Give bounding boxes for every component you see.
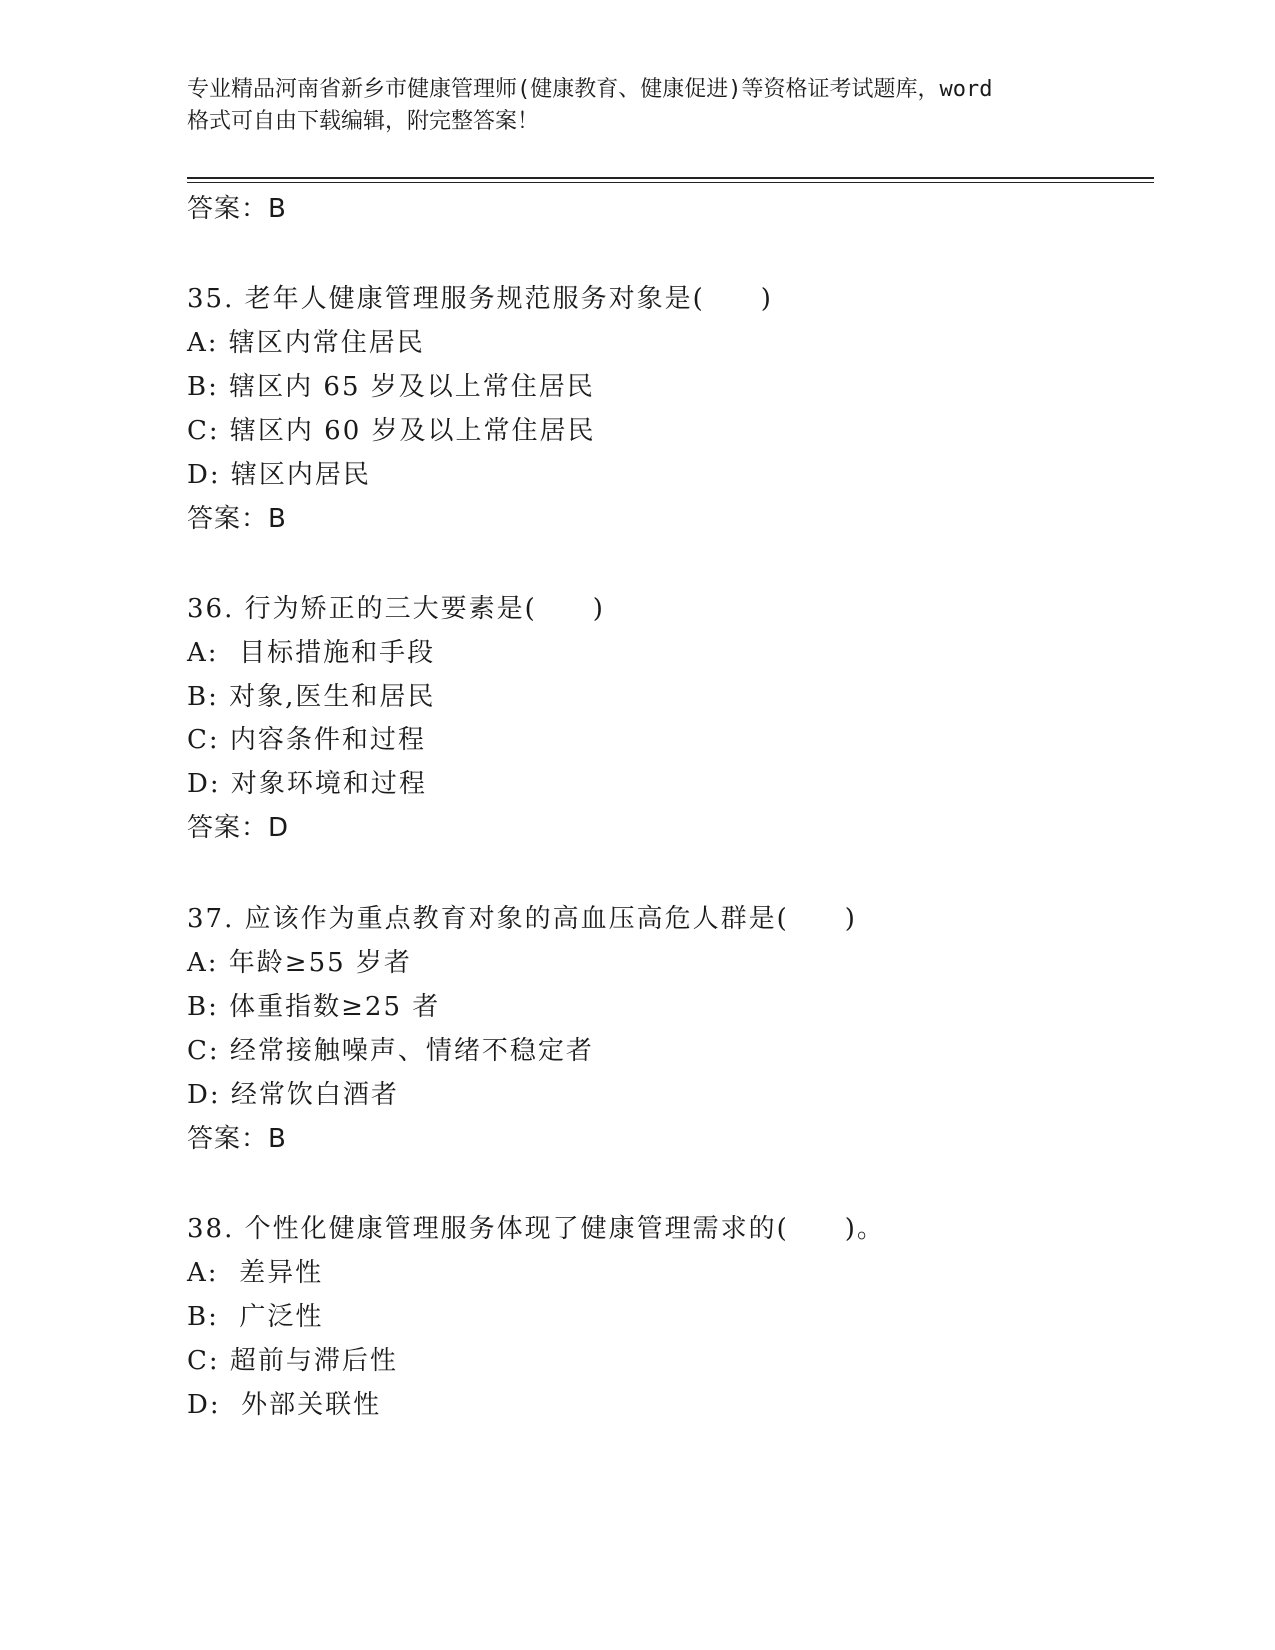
- question-35-option-d: D: 辖区内居民: [187, 460, 371, 490]
- header-line-2: 格式可自由下载编辑，附完整答案！: [187, 109, 540, 134]
- question-37-option-b: B: 体重指数≥25 者: [187, 992, 441, 1022]
- question-35-answer: 答案：B: [187, 504, 287, 534]
- question-37-answer: 答案：B: [187, 1124, 287, 1154]
- question-38-stem: 38. 个性化健康管理服务体现了健康管理需求的( )。: [187, 1214, 885, 1244]
- question-36-stem: 36. 行为矫正的三大要素是( ): [187, 594, 605, 624]
- answer-line: 答案：B: [187, 194, 287, 224]
- question-38-option-a: A: 差异性: [187, 1258, 324, 1288]
- question-36-option-b: B: 对象,医生和居民: [187, 682, 436, 712]
- question-35-option-c: C: 辖区内 60 岁及以上常住居民: [187, 416, 596, 446]
- question-37-option-d: D: 经常饮白酒者: [187, 1080, 399, 1110]
- question-37-stem: 37. 应该作为重点教育对象的高血压高危人群是( ): [187, 904, 857, 934]
- question-38-option-c: C: 超前与滞后性: [187, 1346, 398, 1376]
- question-36-answer: 答案：D: [187, 813, 290, 843]
- question-37-option-c: C: 经常接触噪声、情绪不稳定者: [187, 1036, 594, 1066]
- question-35-option-b: B: 辖区内 65 岁及以上常住居民: [187, 372, 595, 402]
- question-35-option-a: A: 辖区内常住居民: [187, 328, 425, 358]
- question-36-option-d: D: 对象环境和过程: [187, 769, 427, 799]
- question-36-option-a: A: 目标措施和手段: [187, 638, 436, 668]
- header-divider-thin: [187, 182, 1154, 183]
- question-38-option-b: B: 广泛性: [187, 1302, 324, 1332]
- header-line-1: 专业精品河南省新乡市健康管理师(健康教育、健康促进)等资格证考试题库，word: [187, 77, 993, 102]
- question-38-option-d: D: 外部关联性: [187, 1390, 382, 1420]
- header-divider-thick: [187, 177, 1154, 179]
- question-35-stem: 35. 老年人健康管理服务规范服务对象是( ): [187, 284, 773, 314]
- document-header: [187, 74, 1087, 138]
- question-37-option-a: A: 年龄≥55 岁者: [187, 948, 412, 978]
- question-36-option-c: C: 内容条件和过程: [187, 725, 426, 755]
